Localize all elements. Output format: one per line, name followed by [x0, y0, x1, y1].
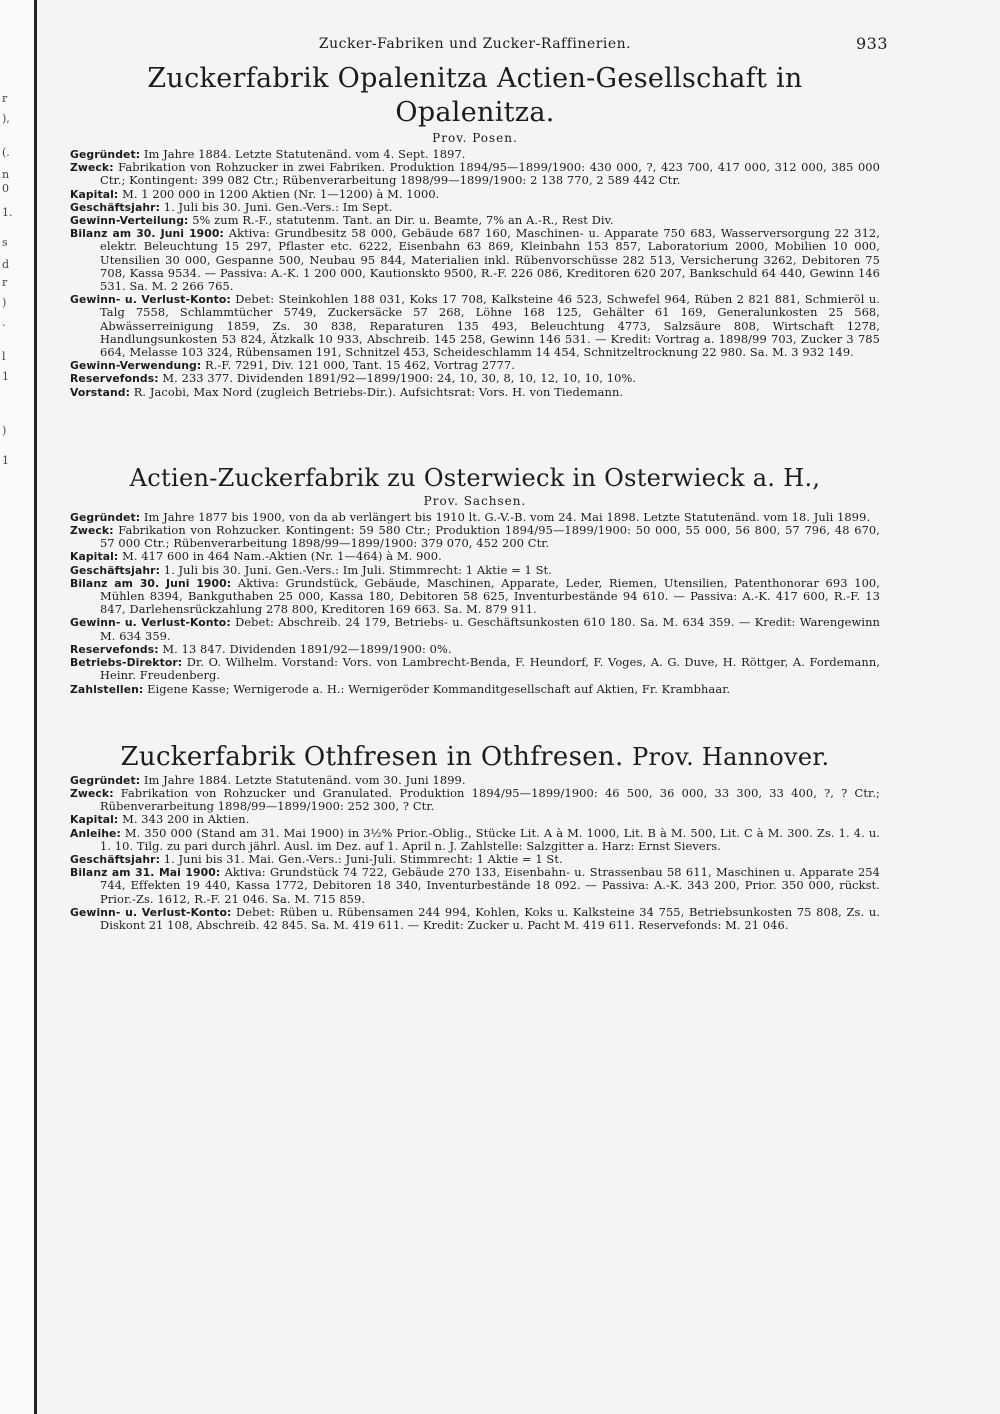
field-zweck: Zweck: Fabrikation von Rohzucker in zwei Fabriken. Produktion 1894/95—1899/1900: 430 000, ?, 423 700, 417 000, 312 000, 385 000 Ctr.; Kontingent: 399 082 Ctr.; Rübenverarbeitung 1898/99—1899/1900: 2 138 770, 2 589 442 Ctr. — [70, 160, 880, 188]
margin-mark: d — [2, 258, 10, 271]
running-title: Zucker-Fabriken und Zucker-Raffinerien. — [318, 36, 632, 52]
field-zweck: Zweck: Fabrikation von Rohzucker. Kontingent: 59 580 Ctr.; Produktion 1894/95—1899/1900: 50 000, 55 000, 56 800, 57 796, 48 670, 57 000 Ctr.; Rübenverarbeitung 1898/99—1899/1900: 379 070, 452 200 Ctr. — [70, 523, 880, 551]
company-title: Zuckerfabrik Opalenitza Actien-Gesellschaft in Opalenitza. — [147, 63, 803, 128]
field-gewinn-verwendung: Gewinn-Verwendung: R.-F. 7291, Div. 121 000, Tant. 15 462, Vortrag 2777. — [70, 358, 515, 373]
running-head — [70, 30, 888, 56]
margin-mark: s — [2, 236, 8, 249]
field-bilanz: Bilanz am 31. Mai 1900: Aktiva: Grundstück 74 722, Gebäude 270 133, Eisenbahn- u. Strassenbau 58 611, Maschinen u. Apparate 254 744, Effekten 19 440, Kassa 1772, Debitoren 18 340, Inventurbestände 18 092. — Passiva: A.-K. 343 200, Prior. 350 000, rückst. Prior.-Zs. 1612, R.-F. 21 046. Sa. M. 715 859. — [70, 865, 880, 906]
margin-mark: . — [2, 316, 6, 329]
field-gewinn-verteilung: Gewinn-Verteilung: 5% zum R.-F., statutenm. Tant. an Dir. u. Beamte, 7% an A.-R., Rest Div. — [70, 213, 614, 228]
field-geschaeftsjahr: Geschäftsjahr: 1. Juli bis 30. Juni. Gen.-Vers.: Im Juli. Stimmrecht: 1 Aktie = 1 St. — [70, 562, 552, 577]
company-title: Actien-Zuckerfabrik zu Osterwieck in Osterwieck a. H., — [129, 463, 821, 492]
margin-mark: (. — [2, 146, 10, 159]
field-gegruendet: Gegründet: Im Jahre 1884. Letzte Statutenänd. vom 30. Juni 1899. — [70, 772, 466, 787]
margin-mark: ), — [2, 112, 10, 125]
margin-mark: 1. — [2, 206, 13, 219]
margin-mark: l — [2, 350, 6, 363]
margin-mark: 0 — [2, 182, 9, 195]
field-kapital: Kapital: M. 343 200 in Aktien. — [70, 812, 250, 827]
field-anleihe: Anleihe: M. 350 000 (Stand am 31. Mai 1900) in 3½% Prior.-Oblig., Stücke Lit. A à M. 1000, Lit. B à M. 500, Lit. C à M. 300. Zs. 1. 4. u. 1. 10. Tilg. zu pari durch jährl. Ausl. im Dez. auf 1. April n. J. Zahlstelle: Salzgitter a. Harz: Ernst Sievers. — [70, 825, 880, 853]
margin-mark: ) — [2, 424, 7, 437]
field-reservefonds: Reservefonds: M. 233 377. Dividenden 1891/92—1899/1900: 24, 10, 30, 8, 10, 12, 10, 10, 10%. — [70, 371, 637, 386]
field-geschaeftsjahr: Geschäftsjahr: 1. Juni bis 31. Mai. Gen.-Vers.: Juni-Juli. Stimmrecht: 1 Aktie = 1 St. — [70, 851, 563, 866]
field-vorstand: Vorstand: R. Jacobi, Max Nord (zugleich Betriebs-Dir.). Aufsichtsrat: Vors. H. von Tiedemann. — [70, 384, 624, 399]
page-number: 933 — [855, 34, 888, 53]
field-kapital: Kapital: M. 1 200 000 in 1200 Aktien (Nr. 1—1200) à M. 1000. — [70, 186, 440, 201]
margin-mark: 1 — [2, 370, 9, 383]
field-bilanz: Bilanz am 30. Juni 1900: Aktiva: Grundstück, Gebäude, Maschinen, Apparate, Leder, Riemen, Utensilien, Patenthonorar 693 100, Mühlen 8394, Bankguthaben 25 000, Kassa 180, Debitoren 58 625, Inventurbestände 94 610. — Passiva: A.-K. 417 600, R.-F. 13 847, Darlehensrückzahlung 278 800, Kreditoren 169 663. Sa. M. 879 911. — [70, 575, 880, 617]
field-zahlstellen: Zahlstellen: Eigene Kasse; Wernigerode a. H.: Wernigeröder Kommanditgesellschaft auf Aktien, Fr. Krambhaar. — [70, 681, 731, 696]
book-page — [70, 30, 888, 932]
field-kapital: Kapital: M. 417 600 in 464 Nam.-Aktien (Nr. 1—464) à M. 900. — [70, 549, 442, 564]
margin-mark: r — [2, 276, 8, 289]
company-province: Prov. Posen. — [432, 131, 518, 145]
company-entry — [70, 740, 880, 932]
margin-mark: r — [2, 92, 8, 105]
field-reservefonds: Reservefonds: M. 13 847. Dividenden 1891/92—1899/1900: 0%. — [70, 641, 452, 656]
company-title: Zuckerfabrik Othfresen in Othfresen. Prov. Hannover. — [120, 741, 830, 772]
company-entry — [70, 62, 880, 399]
field-betriebs-direktor: Betriebs-Direktor: Dr. O. Wilhelm. Vorstand: Vors. von Lambrecht-Benda, F. Heundorf, F. Voges, A. G. Duve, H. Röttger, A. Fordemann, Heinr. Freudenberg. — [70, 655, 880, 683]
margin-mark: 1 — [2, 454, 9, 467]
adjacent-page-margin — [0, 0, 37, 1414]
company-province: Prov. Sachsen. — [423, 493, 527, 508]
field-geschaeftsjahr: Geschäftsjahr: 1. Juli bis 30. Juni. Gen.-Vers.: Im Sept. — [70, 199, 393, 214]
field-gewinn-verlust-konto: Gewinn- u. Verlust-Konto: Debet: Rüben u. Rübensamen 244 994, Kohlen, Koks u. Kalksteine 34 755, Betriebsunkosten 75 808, Zs. u. Diskont 21 108, Abschreib. 42 845. Sa. M. 419 611. — Kredit: Zucker u. Pacht M. 419 611. Reservefonds: M. 21 046. — [70, 904, 880, 932]
field-zweck: Zweck: Fabrikation von Rohzucker und Granulated. Produktion 1894/95—1899/1900: 46 500, 36 000, 33 300, 33 400, ?, ? Ctr.; Rübenverarbeitung 1898/99—1899/1900: 252 300, ? Ctr. — [70, 785, 880, 814]
margin-mark: ) — [2, 296, 7, 309]
field-gegruendet: Gegründet: Im Jahre 1884. Letzte Statutenänd. vom 4. Sept. 1897. — [70, 147, 466, 161]
company-entry — [70, 463, 880, 696]
margin-mark: n — [2, 168, 10, 181]
field-bilanz: Bilanz am 30. Juni 1900: Aktiva: Grundbesitz 58 000, Gebäude 687 160, Maschinen- u. Apparate 750 683, Wasserversorgung 22 312, elektr. Beleuchtung 15 297, Pflaster etc. 6222, Eisenbahn 63 869, Kleinbahn 153 857, Laboratorium 2000, Mobilien 10 000, Utensilien 30 000, Gespanne 500, Neubau 95 844, Materialien inkl. Rübenvorschüsse 282 513, Versicherung 3262, Debitoren 75 708, Kassa 9534. — Passiva: A.-K. 1 200 000, Kautionskto 9500, R.-F. 226 086, Kreditoren 620 207, Bankschuld 64 440, Gewinn 146 531. Sa. M. 2 266 765. — [70, 226, 880, 294]
company-province: Prov. Hannover. — [632, 742, 830, 771]
field-gewinn-verlust-konto: Gewinn- u. Verlust-Konto: Debet: Abschreib. 24 179, Betriebs- u. Geschäftsunkosten 610 180. Sa. M. 634 359. — Kredit: Warengewinn M. 634 359. — [70, 615, 880, 643]
field-gegruendet: Gegründet: Im Jahre 1877 bis 1900, von da ab verlängert bis 1910 lt. G.-V.-B. vom 24. Mai 1898. Letzte Statutenänd. vom 18. Juli 1899. — [70, 509, 871, 524]
field-gewinn-verlust-konto: Gewinn- u. Verlust-Konto: Debet: Steinkohlen 188 031, Koks 17 708, Kalksteine 46 523, Schwefel 964, Rüben 2 821 881, Schmieröl u. Talg 7558, Schlammtücher 5749, Zuckersäcke 57 268, Löhne 168 125, Gehälter 61 169, Generalunkosten 25 568, Abwässerreinigung 1859, Zs. 30 838, Reparaturen 135 493, Beleuchtung 4773, Salzsäure 808, Wirtschaft 1278, Handlungsunkosten 53 824, Ätzkalk 10 933, Abschreib. 145 258, Gewinn 146 531. — Kredit: Vortrag a. 1898/99 703, Zucker 3 785 664, Melasse 103 324, Rübensamen 191, Schnitzel 453, Scheideschlamm 14 454, Schnitzeltrocknung 22 980. Sa. M. 3 932 149. — [70, 292, 880, 360]
